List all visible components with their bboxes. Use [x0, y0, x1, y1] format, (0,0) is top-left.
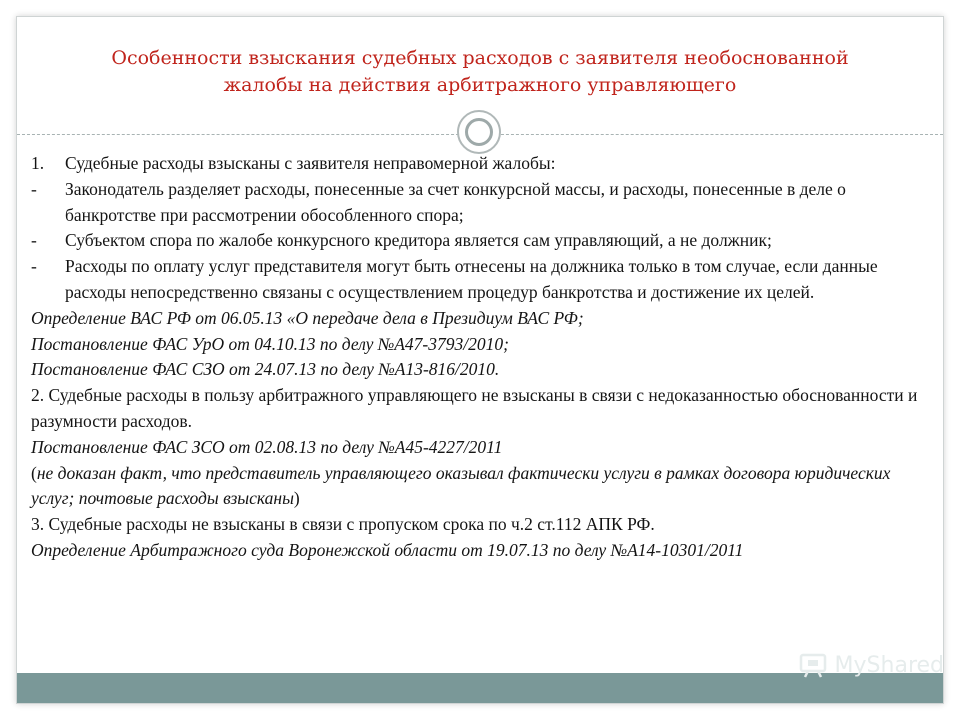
slide-body [31, 151, 921, 564]
court-reference: Определение ВАС РФ от 06.05.13 «О передаче дела в Президиум ВАС РФ; [31, 307, 584, 328]
presentation-icon [799, 652, 829, 678]
bullet-item [31, 254, 921, 306]
reference-note [31, 461, 921, 513]
court-reference: Постановление ФАС СЗО от 24.07.13 по делу №А13-816/2010. [31, 359, 500, 380]
title-line-2: жалобы на действия арбитражного управляющего [223, 74, 737, 96]
bullet-text: Расходы по оплату услуг представителя могут быть отнесены на должника только в том случае, если данные расходы непосредственно связаны с осуществлением процедур банкротства и достижение их целей. [65, 256, 878, 302]
list-item-2: 2. Судебные расходы в пользу арбитражного управляющего не взысканы в связи с недоказанностью обоснованности и разумности расходов. [31, 385, 918, 431]
watermark-text: MyShared [834, 652, 944, 678]
bullet-marker: - [31, 256, 37, 277]
court-reference: Постановление ФАС ЗСО от 02.08.13 по делу №А45-4227/2011 [31, 436, 503, 457]
bullet-text: Законодатель разделяет расходы, понесенные за счет конкурсной массы, и расходы, понесенные в деле о банкротстве при рассмотрении обособленного спора; [65, 178, 846, 225]
title-line-1: Особенности взыскания судебных расходов с заявителя необоснованной [111, 47, 849, 69]
bullet-item [31, 177, 921, 229]
list-item-3: 3. Судебные расходы не взысканы в связи с пропуском срока по ч.2 ст.112 АПК РФ. [31, 514, 655, 535]
slide [16, 16, 944, 704]
court-reference: Определение Арбитражного суда Воронежской области от 19.07.13 по делу №А14-10301/2011 [31, 539, 744, 560]
list-marker: 1. [31, 153, 45, 173]
list-item-1 [31, 151, 921, 177]
bullet-marker: - [31, 230, 37, 251]
watermark [799, 652, 944, 678]
note-close-paren: ) [293, 488, 300, 509]
court-reference: Постановление ФАС УрО от 04.10.13 по делу №А47-3793/2010; [31, 333, 509, 354]
note-text: не доказан факт, что представитель управляющего оказывал фактически услуги в рамках договора юридических услуг; почтовые расходы взысканы [31, 462, 891, 509]
slide-title [57, 45, 903, 99]
bullet-item [31, 228, 921, 254]
list-item-text: Судебные расходы взысканы с заявителя неправомерной жалобы: [65, 153, 556, 173]
bullet-text: Субъектом спора по жалобе конкурсного кредитора является сам управляющий, а не должник; [65, 230, 772, 251]
bullet-marker: - [31, 178, 37, 199]
circle-ornament-inner [465, 118, 493, 146]
circle-ornament-icon [457, 110, 501, 154]
note-open-paren: ( [31, 462, 37, 483]
